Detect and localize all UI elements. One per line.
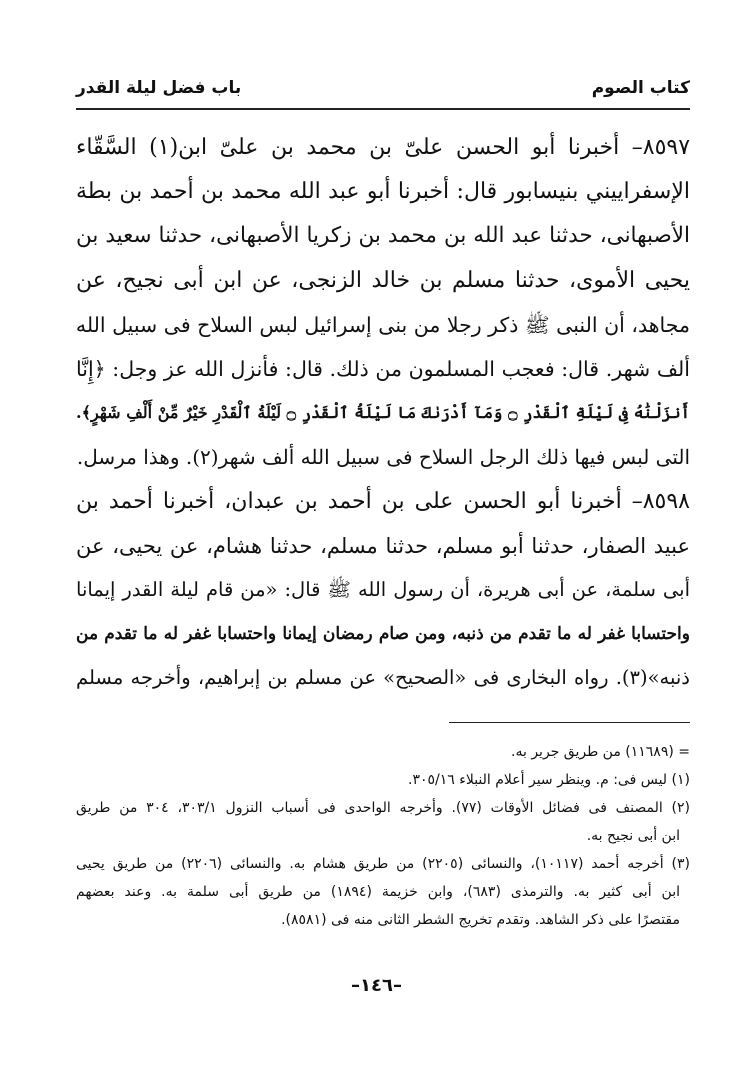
text-line: ٨٥٩٧– أخبرنا أبو الحسن علىّ بن محمد بن علىّ ابن(١) السَّقّاء [76, 135, 690, 160]
text-line: الإسفراييني بنيسابور قال: أخبرنا أبو عبد الله محمد بن أحمد بن بطة [76, 179, 690, 205]
footnote-line: ابن أبى نجيح به. [586, 828, 680, 844]
footnote-line: (٣) أخرجه أحمد (١٠١١٧)، والنسائى (٢٢٠٥) من طريق هشام به. والنسائى (٢٢٠٦) من طريق يحيى [76, 856, 690, 872]
quran-verse-line: أَنزَلْنَٰهُ فِى لَيْلَةِ ٱلْقَدْرِ ۝ وَمَآ أَدْرَىٰكَ مَا لَيْلَةُ ٱلْقَدْرِ ۝ لَيْلَةُ ٱلْقَدْرِ خَيْرٌ مِّنْ أَلْفِ شَهْرٍ﴾. [76, 403, 690, 423]
header-rule [76, 108, 690, 110]
footnotes [76, 738, 690, 934]
text-line: ألف شهر. قال: فعجب المسلمون من ذلك. قال: فأنزل الله عز وجل: ﴿إِنَّا [76, 356, 690, 381]
hadith-text-line: واحتسابا غفر له ما تقدم من ذنبه، ومن صام رمضان إيمانا واحتسابا غفر له ما تقدم من [76, 624, 690, 645]
text-line: الأصبهانى، حدثنا عبد الله بن محمد بن زكريا الأصبهانى، حدثنا سعيد بن [76, 223, 690, 249]
footnote-line: (٢) المصنف فى فضائل الأوقات (٧٧). وأخرجه الواحدى فى أسباب النزول ٣٠٣/١، ٣٠٤ من طريق [76, 800, 690, 816]
footnote-line: (١) ليس فى: م. وينظر سير أعلام النبلاء ٣٠٥/١٦. [408, 772, 690, 788]
footnote-line: = (١١٦٨٩) من طريق جرير به. [511, 744, 690, 760]
footnote-line: مقتصرًا على ذكر الشاهد. وتقدم تخريج الشطر الثانى منه فى (٨٥٨١). [281, 912, 680, 928]
chapter-title: باب فضل ليلة القدر [76, 78, 242, 98]
text-line: مجاهد، أن النبى ﷺ ذكر رجلا من بنى إسرائيل لبس السلاح فى سبيل الله [76, 312, 690, 337]
text-line: التى لبس فيها ذلك الرجل السلاح فى سبيل الله ألف شهر(٢). وهذا مرسل. [76, 445, 690, 470]
running-header [76, 74, 690, 104]
page-number: –١٤٦– [351, 975, 402, 996]
text-line: عبيد الصفار، حدثنا أبو مسلم، حدثنا مسلم، حدثنا هشام، عن يحيى، عن [76, 533, 690, 558]
text-line: ٨٥٩٨– أخبرنا أبو الحسن على بن أحمد بن عبدان، أخبرنا أحمد بن [76, 488, 690, 514]
text-line: ذنبه»(٣). رواه البخارى فى «الصحيح» عن مسلم بن إبراهيم، وأخرجه مسلم [76, 666, 690, 690]
footnote-rule [449, 722, 690, 723]
footnote-line: ابن أبى كثير به. والترمذى (٦٨٣)، وابن خزيمة (١٨٩٤) من طريق أبى سلمة به. وعند بعضهم [76, 884, 680, 900]
main-text [76, 126, 690, 700]
text-line: يحيى الأموى، حدثنا مسلم بن خالد الزنجى، عن ابن أبى نجيح، عن [76, 267, 690, 293]
book-title: كتاب الصوم [591, 78, 690, 98]
text-line: أبى سلمة، عن أبى هريرة، أن رسول الله ﷺ قال: «من قام ليلة القدر إيمانا [76, 577, 690, 601]
